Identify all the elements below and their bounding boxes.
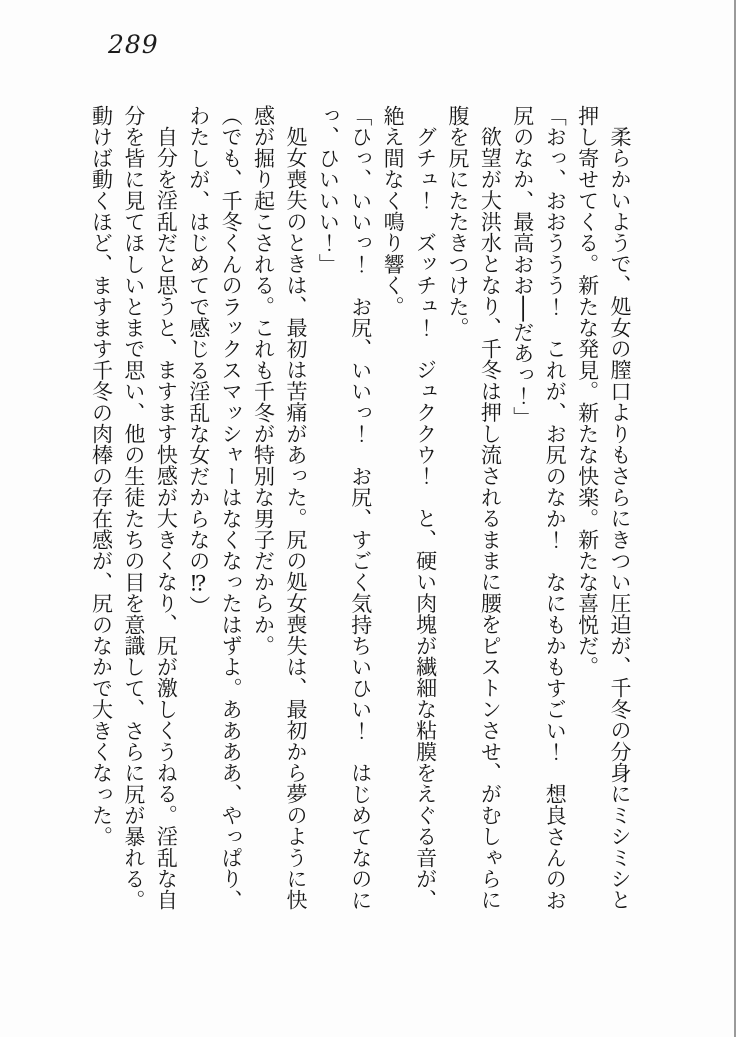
paragraph-dialogue: 「ひっ、いいっ！ お尻、いいっ！ お尻、すごく気持ちいひい！ はじめてなのにっ、ひいいい！」	[316, 105, 373, 911]
paragraph: グチュ！ ズッチュ！ ジュククウ！ と、硬い肉塊が繊細な粘膜をえぐる音が、絶え間なく鳴り響く。	[381, 105, 438, 911]
paragraph: 欲望が大洪水となり、千冬は押し流されるままに腰をピストンさせ、がむしゃらに腹を尻にたたきつけた。	[445, 105, 503, 911]
paragraph: 自分を淫乱だと思うと、ますます快感が大きくなり、尻が激しくうねる。淫乱な自分を皆に見てほしいとまで思い、他の生徒たちの目を意識して、さらに尻が暴れる。動けば動くほど、ますます千冬の肉棒の存在感が、尻のなかで大きくなった。	[89, 105, 179, 911]
paragraph-thought: （でも、千冬くんのラックスマッシャーはなくなったはずよ。ああああ、やっぱり、わたしが、はじめてで感じる淫乱な女だからなの⁉）	[186, 105, 244, 911]
paragraph-dialogue: 「おっ、おおううう！ これが、お尻のなか！ なにもかもすごい！ 想良さんのお尻のなか、最高おお──だあっ！」	[510, 105, 568, 911]
page-number: 289	[108, 30, 159, 59]
paragraph: 柔らかいようで、処女の膣口よりもさらにきつい圧迫が、千冬の分身にミシミシと押し寄せてくる。新たな発見。新たな快楽。新たな喜悦だ。	[575, 105, 632, 911]
body-text	[84, 105, 636, 913]
paragraph: 処女喪失のときは、最初は苦痛があった。尻の処女喪失は、最初から夢のように快感が掘り起こされる。これも千冬が特別な男子だからか。	[251, 105, 308, 911]
